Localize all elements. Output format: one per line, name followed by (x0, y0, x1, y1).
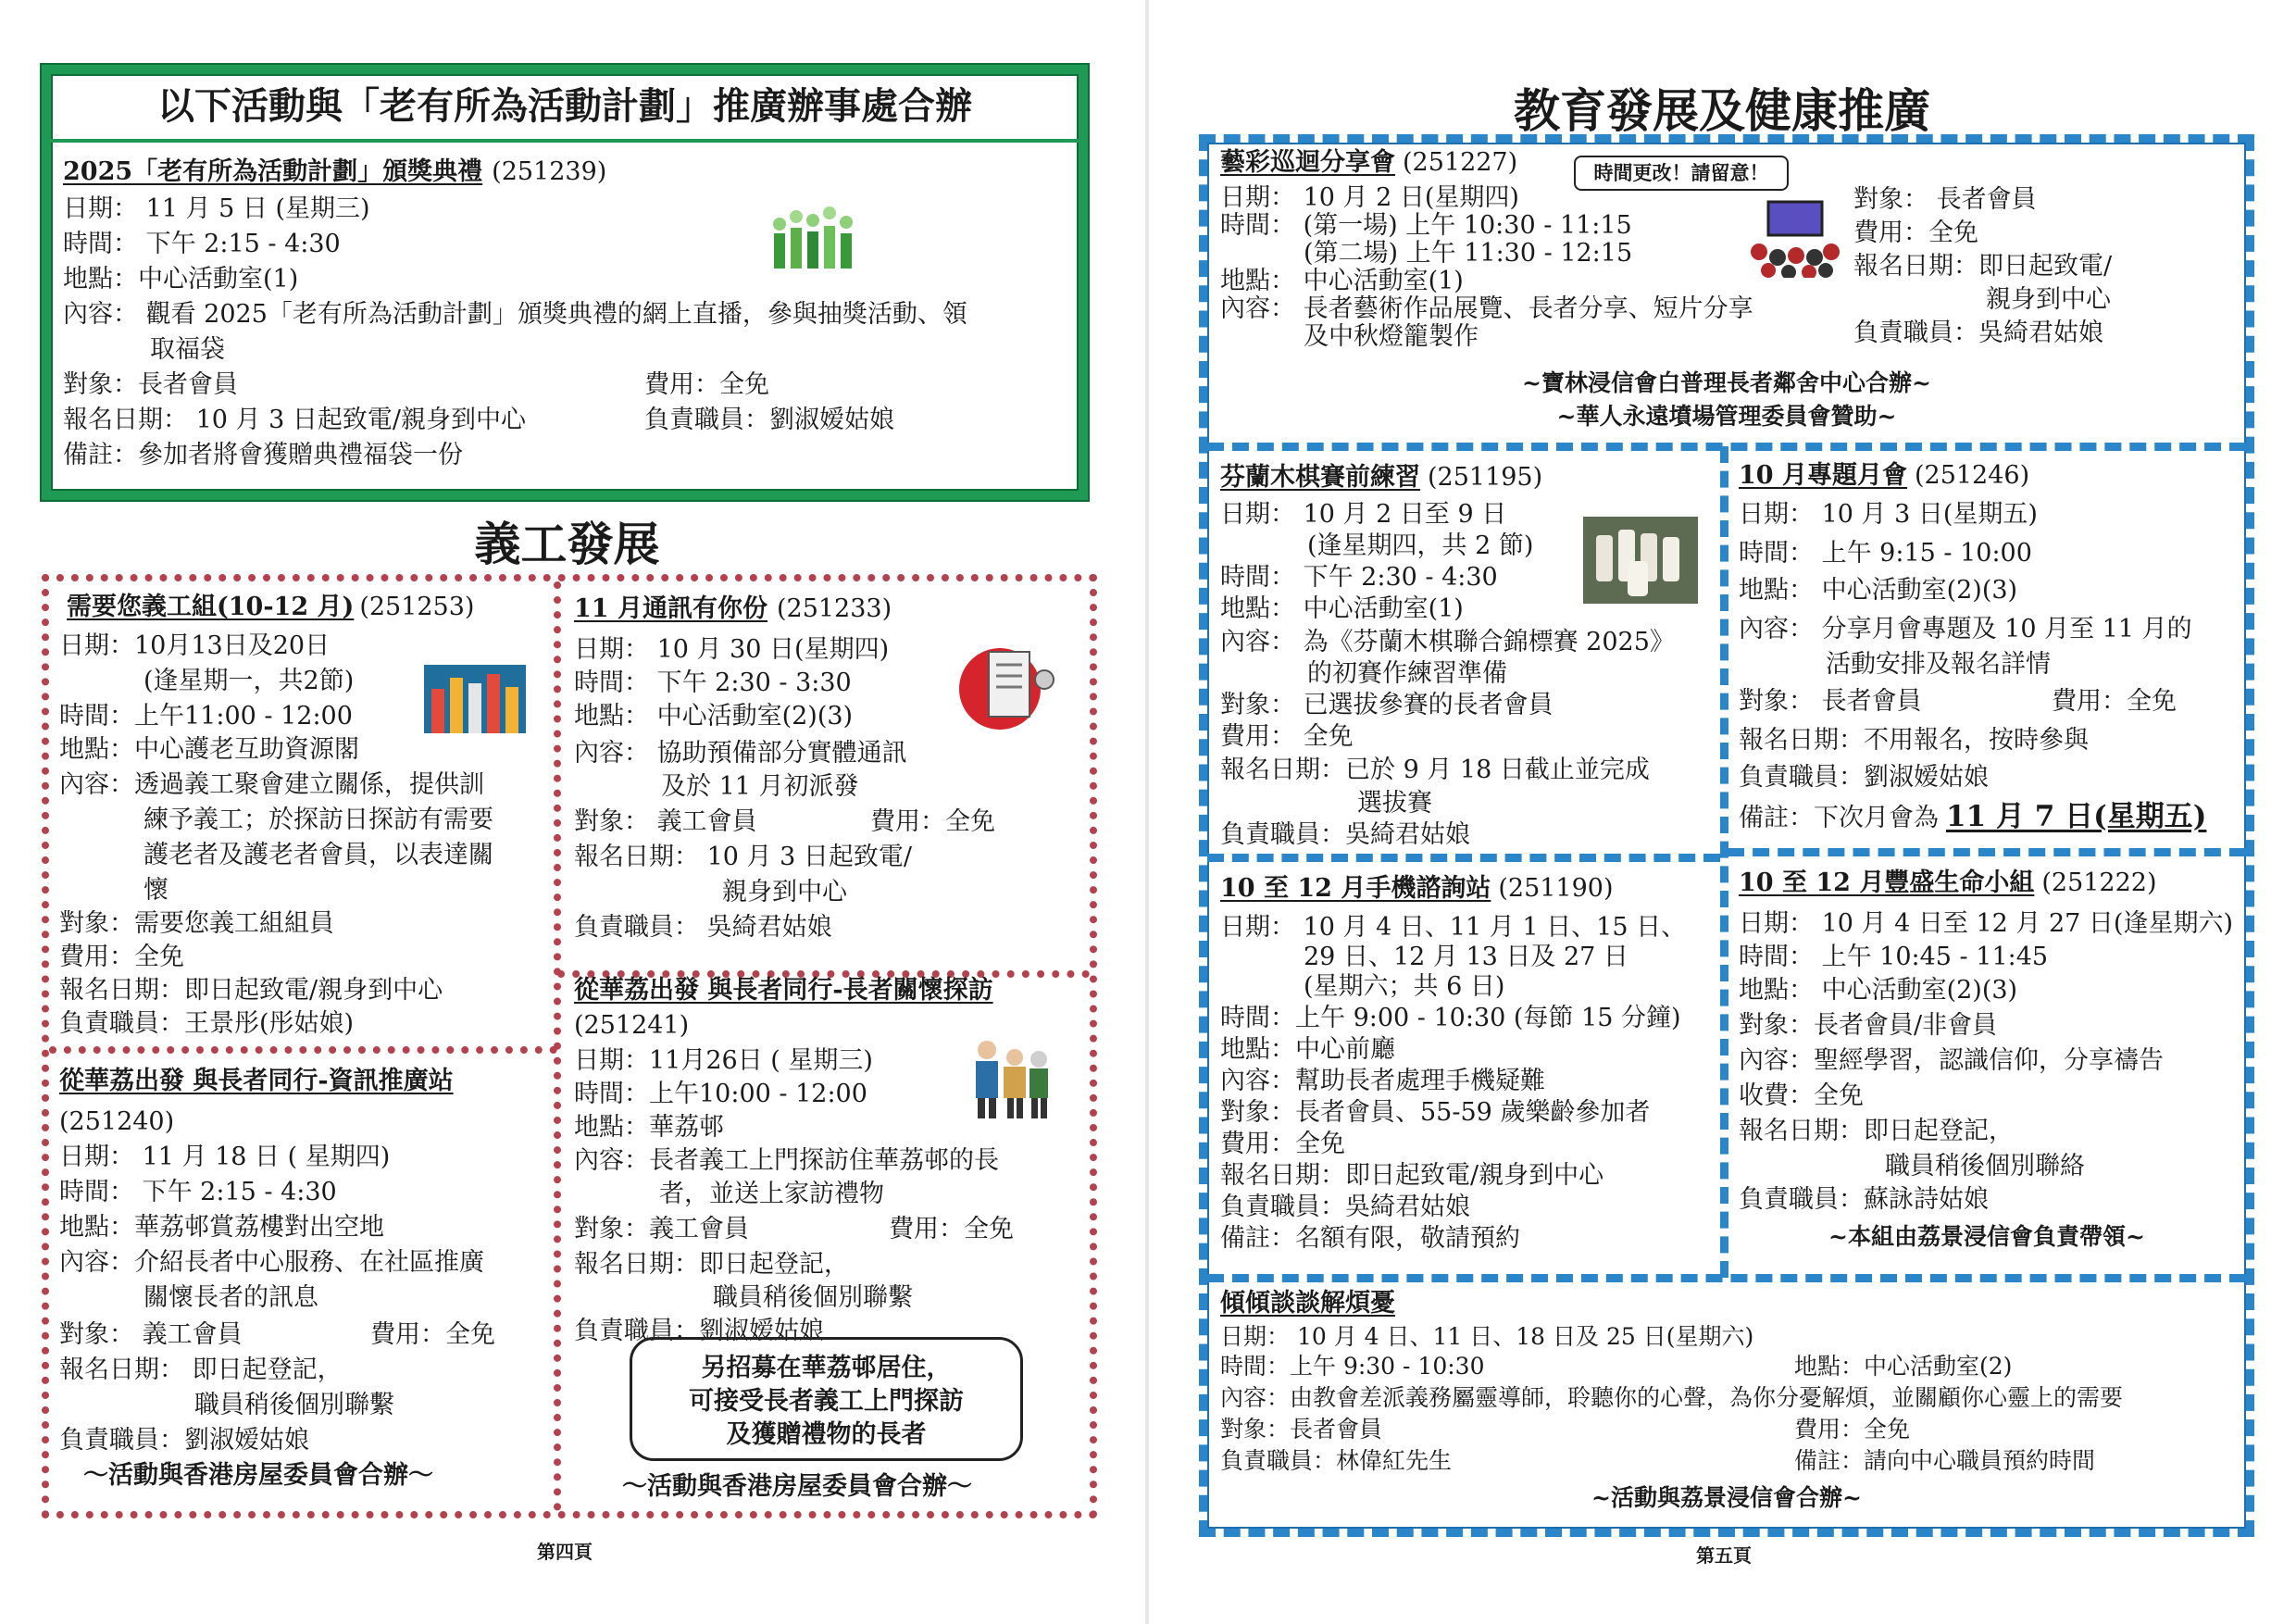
talk-time: 時間：上午 9:30 - 10:30 (1220, 1353, 1485, 1380)
art-code: (251227) (1403, 148, 1518, 177)
phone-enroll: 報名日期：即日起致電/親身到中心 (1220, 1161, 1604, 1190)
talk-content: 內容：由教會差派義務屬靈導師，聆聽你的心聲，為你分憂解煩，並關顧你心靈上的需要 (1220, 1384, 2124, 1411)
molkky-enroll-2: 選拔賽 (1357, 789, 1432, 818)
award-venue: 地點：中心活動室(1) (63, 265, 299, 294)
art-footer-1: ~寶林浸信會白普理長者鄰舍中心合辦~ (1522, 369, 1931, 396)
phone-fee: 費用：全免 (1220, 1130, 1345, 1158)
vol2-staff: 負責職員： 吳綺君姑娘 (574, 913, 832, 942)
vol3-code: (251240) (59, 1107, 175, 1136)
section-title-volunteer: 義工發展 (474, 518, 660, 571)
vol1-code: (251253) (359, 593, 475, 621)
vol3-target: 對象： 義工會員 (59, 1320, 243, 1349)
life-code: (251222) (2041, 868, 2157, 897)
art-venue: 地點： 中心活動室(1) (1220, 267, 1464, 295)
life-enroll-2: 職員稍後個別聯絡 (1885, 1152, 2085, 1181)
vol4-footer: ～活動與香港房屋委員會合辦～ (622, 1472, 972, 1501)
blue-divider-3 (1728, 848, 2246, 856)
molkky-code: (251195) (1428, 463, 1543, 492)
recruit-note-1: 另招募在華荔邨居住， (701, 1354, 952, 1382)
vol2-fee: 費用：全免 (870, 807, 995, 836)
award-staff: 負責職員：劉淑嫒姑娘 (644, 406, 894, 434)
vol1-enroll: 報名日期：即日起致電/親身到中心 (59, 976, 443, 1005)
art-fee: 費用：全免 (1853, 219, 1978, 247)
molkky-content-2: 的初賽作練習準備 (1307, 659, 1507, 688)
vol2-content: 內容： 協助預備部分實體通訊 (574, 739, 907, 768)
vol1-staff: 負責職員：王景彤(彤姑娘) (59, 1009, 355, 1038)
award-target: 對象：長者會員 (63, 370, 238, 399)
molkky-enroll: 報名日期：已於 9 月 18 日截止並完成 (1220, 756, 1650, 784)
talk-staff: 負責職員：林偉紅先生 (1220, 1447, 1453, 1474)
vol4-title: 從華荔出發 與長者同行-長者關懷探訪 (574, 976, 993, 1005)
vol3-footer: ～活動與香港房屋委員會合辦～ (83, 1461, 433, 1490)
vol4-target: 對象：義工會員 (574, 1215, 749, 1243)
phone-title: 10 至 12 月手機諮詢站 (1220, 874, 1491, 903)
award-time: 時間： 下午 2:15 - 4:30 (63, 230, 341, 258)
vol1-title: 需要您義工組(10-12 月) (67, 593, 355, 621)
vol3-fee: 費用：全免 (370, 1320, 495, 1349)
art-enroll-2: 親身到中心 (1986, 285, 2111, 314)
vol2-venue: 地點： 中心活動室(2)(3) (574, 702, 854, 731)
phone-date: 日期： 10 月 4 日、11 月 1 日、15 日、 (1220, 913, 1687, 942)
molkky-date: 日期： 10 月 2 日至 9 日 (1220, 500, 1507, 529)
newsletter-icon (952, 639, 1063, 731)
monthly-target: 對象： 長者會員 (1739, 687, 1922, 716)
talk-target: 對象：長者會員 (1220, 1416, 1383, 1443)
award-title: 2025「老有所為活動計劃」頒獎典禮 (63, 157, 483, 186)
art-enroll: 報名日期：即日起致電/ (1853, 252, 2113, 281)
life-staff: 負責職員：蘇詠詩姑娘 (1739, 1185, 1989, 1214)
monthly-title: 10 月專題月會 (1739, 461, 1907, 490)
vol3-staff: 負責職員：劉淑嫒姑娘 (59, 1426, 309, 1455)
molkky-date-2: (逢星期四，共 2 節) (1307, 531, 1534, 560)
life-title: 10 至 12 月豐盛生命小組 (1739, 868, 2035, 897)
elderly-visit-icon (963, 1035, 1055, 1120)
award-fee: 費用：全免 (644, 370, 769, 399)
volunteer-hands-icon (424, 665, 526, 733)
vol2-target: 對象： 義工會員 (574, 807, 757, 836)
phone-content: 內容：幫助長者處理手機疑難 (1220, 1067, 1545, 1095)
monthly-fee: 費用：全免 (2052, 687, 2177, 716)
vol3-date: 日期： 11 月 18 日 ( 星期四) (59, 1143, 391, 1171)
vol4-time: 時間：上午10:00 - 12:00 (574, 1080, 867, 1108)
award-remark: 備註：參加者將會獲贈典禮福袋一份 (63, 441, 463, 469)
molkky-staff: 負責職員：吳綺君姑娘 (1220, 820, 1470, 849)
blue-divider-4 (1207, 1274, 2246, 1282)
vol1-venue: 地點：中心護老互助資源閣 (59, 735, 359, 764)
molkky-pins-icon (1583, 517, 1698, 604)
vol2-title: 11 月通訊有你份 (574, 594, 767, 623)
phone-date-2: 29 日、12 月 13 日及 27 日 (1304, 943, 1628, 971)
molkky-content: 內容： 為《芬蘭木棋聯合錦標賽 2025》 (1220, 628, 1675, 656)
life-enroll: 報名日期：即日起登記， (1739, 1117, 2014, 1145)
talk-footer: ~活動與荔景浸信會合辦~ (1591, 1484, 1862, 1511)
vol1-content: 內容：透過義工聚會建立關係，提供訓 (59, 770, 484, 799)
vol3-content-2: 關懷長者的訊息 (144, 1283, 318, 1312)
vol4-content: 內容：長者義工上門探訪住華荔邨的長 (574, 1146, 999, 1175)
recruit-note-3: 及獲贈禮物的長者 (726, 1420, 927, 1449)
vol1-time: 時間：上午11:00 - 12:00 (59, 702, 353, 731)
molkky-time: 時間： 下午 2:30 - 4:30 (1220, 563, 1498, 592)
talk-date: 日期： 10 月 4 日、11 日、18 日及 25 日(星期六) (1220, 1323, 1754, 1350)
monthly-date: 日期： 10 月 3 日(星期五) (1739, 500, 2038, 529)
blue-divider-2 (1207, 854, 1720, 862)
phone-code: (251190) (1498, 874, 1614, 903)
vol1-date: 日期：10月13日及20日 (59, 631, 331, 660)
right-header-title: 教育發展及健康推廣 (1514, 84, 1930, 138)
vol2-enroll-2: 親身到中心 (722, 878, 847, 906)
life-fee: 收費：全免 (1739, 1081, 1864, 1110)
vol2-time: 時間： 下午 2:30 - 3:30 (574, 668, 852, 697)
monthly-code: (251246) (1914, 461, 2030, 490)
vol1-content-4: 懷 (144, 876, 168, 905)
talk-venue: 地點：中心活動室(2) (1794, 1353, 2013, 1380)
vol4-enroll-2: 職員稍後個別聯繫 (713, 1283, 913, 1312)
life-time: 時間： 上午 10:45 - 11:45 (1739, 943, 2049, 971)
award-code: (251239) (492, 157, 607, 186)
art-content: 內容： 長者藝術作品展覽、長者分享、短片分享 (1220, 294, 1753, 323)
vol2-code: (251233) (776, 594, 892, 623)
monthly-venue: 地點： 中心活動室(2)(3) (1739, 576, 2018, 605)
vol4-content-2: 者，並送上家訪禮物 (659, 1180, 884, 1208)
vol1-content-2: 練予義工；於探訪日探訪有需要 (144, 806, 493, 834)
art-time-2: (第二場) 上午 11:30 - 12:15 (1304, 239, 1633, 268)
monthly-remark: 備註：下次月會為 (1739, 804, 1939, 832)
page-number-right: 第五頁 (1696, 1544, 1752, 1567)
page-gutter (1145, 0, 1149, 1624)
vol3-venue: 地點：華荔邨賞荔樓對出空地 (59, 1213, 384, 1242)
vol2-enroll: 報名日期： 10 月 3 日起致電/ (574, 843, 912, 871)
life-target: 對象：長者會員/非會員 (1739, 1011, 1998, 1040)
notice-text: 時間更改！請留意！ (1593, 162, 1769, 184)
blue-divider-v1 (1720, 446, 1728, 1278)
monthly-time: 時間： 上午 9:15 - 10:00 (1739, 539, 2032, 568)
left-header-title: 以下活動與「老有所為活動計劃」推廣辦事處合辦 (157, 85, 972, 128)
vol4-venue: 地點：華荔邨 (574, 1113, 724, 1142)
life-date: 日期： 10 月 4 日至 12 月 27 日(逢星期六) (1739, 909, 2233, 938)
recruit-note-2: 可接受長者義工上門探訪 (689, 1387, 964, 1416)
molkky-fee: 費用： 全免 (1220, 722, 1354, 751)
molkky-venue: 地點： 中心活動室(1) (1220, 594, 1464, 623)
monthly-content-2: 活動安排及報名詳情 (1826, 650, 2051, 679)
phone-target: 對象：長者會員、55-59 歲樂齡參加者 (1220, 1098, 1651, 1127)
vol2-date: 日期： 10 月 30 日(星期四) (574, 635, 890, 664)
monthly-enroll: 報名日期：不用報名，按時參與 (1739, 726, 2089, 755)
talk-title: 傾傾談談解煩憂 (1220, 1289, 1395, 1318)
award-date: 日期： 11 月 5 日 (星期三) (63, 194, 370, 223)
vol3-title: 從華荔出發 與長者同行-資訊推廣站 (59, 1067, 454, 1095)
vol1-date-2: (逢星期一，共2節) (144, 667, 355, 695)
molkky-target: 對象： 已選拔參賽的長者會員 (1220, 691, 1554, 719)
molkky-title: 芬蘭木棋賽前練習 (1220, 463, 1420, 492)
phone-remark: 備註：名額有限，敬請預約 (1220, 1224, 1520, 1253)
monthly-staff: 負責職員：劉淑嫒姑娘 (1739, 763, 1989, 792)
vol3-enroll-2: 職員稍後個別聯繫 (194, 1391, 394, 1419)
art-sharing-icon (1748, 198, 1841, 278)
vol2-content-2: 及於 11 月初派發 (661, 772, 859, 801)
vol4-code: (251241) (574, 1011, 690, 1040)
phone-time: 時間：上午 9:00 - 10:30 (每節 15 分鐘) (1220, 1004, 1681, 1032)
raised-hands-icon (768, 196, 861, 270)
vol1-content-3: 護老者及護老者會員，以表達關 (144, 841, 493, 869)
art-date: 日期： 10 月 2 日(星期四) (1220, 183, 1519, 212)
art-content-2: 及中秋燈籠製作 (1304, 322, 1479, 351)
talk-remark: 備註：請向中心職員預約時間 (1794, 1447, 2096, 1474)
vol3-time: 時間： 下午 2:15 - 4:30 (59, 1178, 337, 1206)
volunteer-divider-h-left (49, 1046, 557, 1054)
talk-fee: 費用：全免 (1794, 1416, 1911, 1443)
phone-staff: 負責職員：吳綺君姑娘 (1220, 1193, 1470, 1221)
green-divider (51, 139, 1079, 143)
award-enroll: 報名日期： 10 月 3 日起致電/親身到中心 (63, 406, 526, 434)
life-footer: ~本組由荔景浸信會負責帶領~ (1828, 1223, 2145, 1250)
art-time-1: 時間： (第一場) 上午 10:30 - 11:15 (1220, 211, 1632, 240)
phone-venue: 地點：中心前廳 (1220, 1035, 1395, 1064)
vol1-fee: 費用：全免 (59, 943, 184, 971)
vol4-staff: 負責職員：劉淑嫒姑娘 (574, 1317, 824, 1345)
monthly-content: 內容： 分享月會專題及 10 月至 11 月的 (1739, 615, 2192, 643)
page-number-left: 第四頁 (537, 1541, 593, 1563)
phone-date-3: (星期六；共 6 日) (1304, 972, 1505, 1001)
art-footer-2: ~華人永遠墳場管理委員會贊助~ (1556, 403, 1897, 430)
vol4-date: 日期：11月26日 ( 星期三) (574, 1046, 873, 1075)
vol4-enroll: 報名日期：即日起登記， (574, 1250, 849, 1279)
vol3-enroll: 報名日期： 即日起登記， (59, 1355, 343, 1384)
vol3-content: 內容：介紹長者中心服務、在社區推廣 (59, 1248, 484, 1277)
art-target: 對象： 長者會員 (1853, 185, 2037, 214)
art-staff: 負責職員：吳綺君姑娘 (1853, 319, 2103, 347)
life-content: 內容：聖經學習，認識信仰，分享禱告 (1739, 1046, 2164, 1075)
award-content-2: 取福袋 (150, 335, 225, 364)
life-venue: 地點： 中心活動室(2)(3) (1739, 976, 2018, 1005)
monthly-next-date: 11 月 7 日(星期五) (1946, 800, 2207, 833)
vol4-fee: 費用：全免 (889, 1215, 1014, 1243)
art-title: 藝彩巡迴分享會 (1220, 148, 1395, 177)
award-content: 內容： 觀看 2025「老有所為活動計劃」頒獎典禮的網上直播，參與抽獎活動、領 (63, 300, 967, 329)
vol1-target: 對象：需要您義工組組員 (59, 909, 334, 938)
